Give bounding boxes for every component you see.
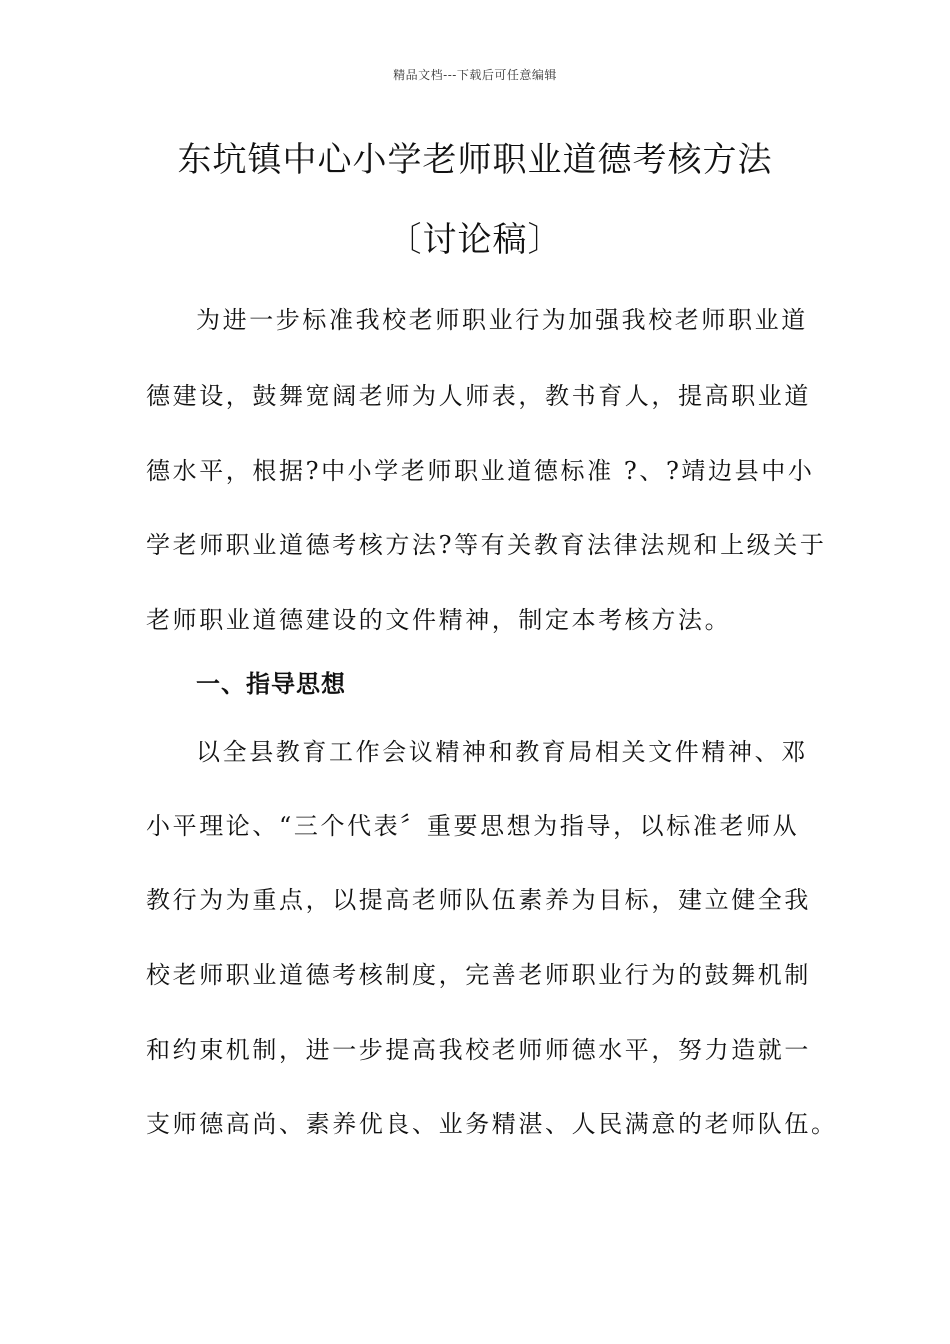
document-title: 东坑镇中心小学老师职业道德考核方法 [177, 140, 773, 180]
document-subtitle: 〔讨论稿〕 [387, 220, 563, 260]
section1-line-6: 支师德高尚、素养优良、业务精湛、人民满意的老师队伍。 [146, 1110, 838, 1138]
intro-line-1: 为进一步标准我校老师职业行为加强我校老师职业道 [196, 306, 808, 334]
section-heading-guiding-ideology: 一、指导思想 [196, 670, 346, 698]
intro-line-5: 老师职业道德建设的文件精神，制定本考核方法。 [146, 606, 732, 634]
intro-line-3: 德水平，根据?中小学老师职业道德标准 ?、?靖边县中小 [146, 457, 815, 485]
section1-line-2: 小平理论、“三个代表〞重要思想为指导，以标准老师从 [146, 812, 800, 840]
intro-line-4: 学老师职业道德考核方法?等有关教育法律法规和上级关于 [146, 531, 827, 559]
header-note: 精品文档---下载后可任意编辑 [393, 68, 557, 82]
intro-line-2: 德建设，鼓舞宽阔老师为人师表，教书育人，提高职业道 [146, 382, 811, 410]
section1-line-1: 以全县教育工作会议精神和教育局相关文件精神、邓 [196, 738, 808, 766]
section1-line-5: 和约束机制，进一步提高我校老师师德水平，努力造就一 [146, 1036, 811, 1064]
section1-line-4: 校老师职业道德考核制度，完善老师职业行为的鼓舞机制 [146, 961, 811, 989]
section1-line-3: 教行为为重点，以提高老师队伍素养为目标，建立健全我 [146, 886, 811, 914]
